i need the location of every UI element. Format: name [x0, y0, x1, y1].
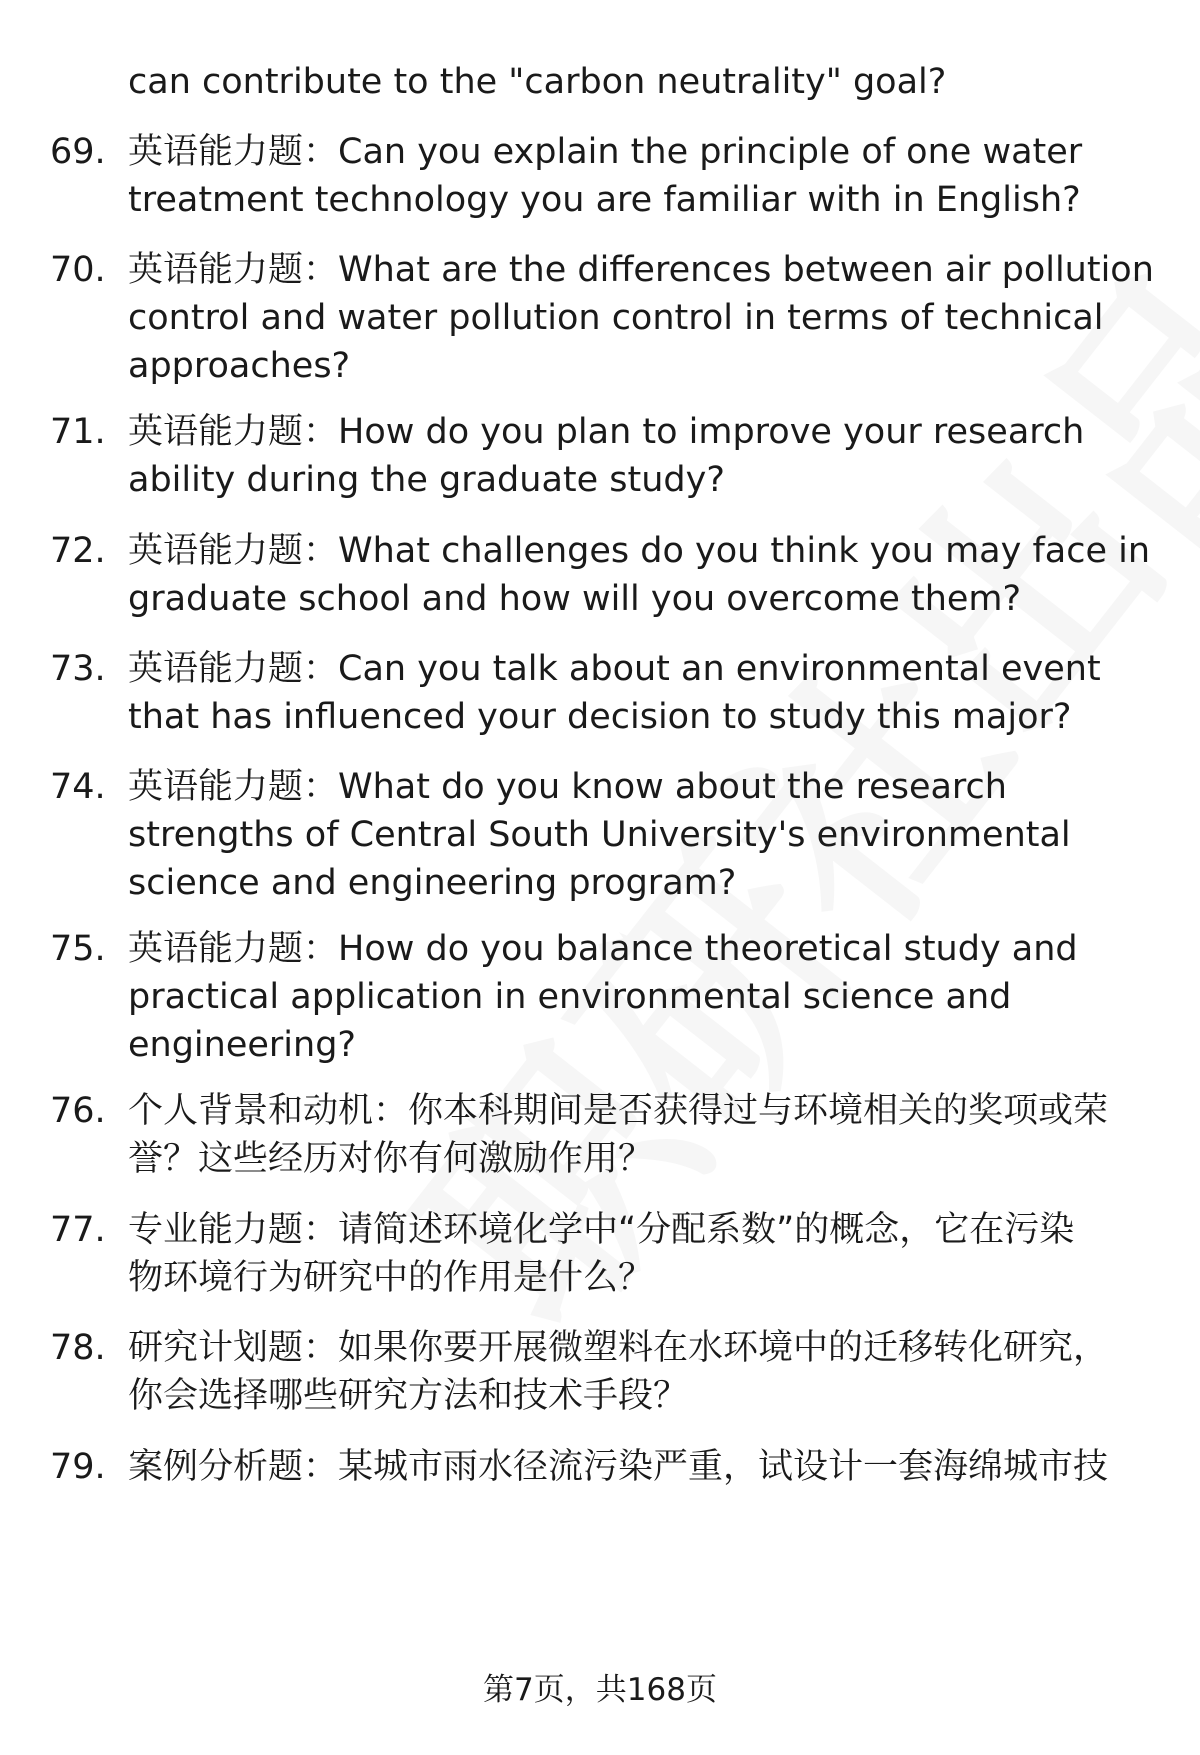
question-text [128, 408, 1158, 504]
question-line: 研究计划题：如果你要开展微塑料在水环境中的迁移转化研究， [128, 1328, 1109, 1368]
question-line: 誉？这些经历对你有何激励作用？ [128, 1139, 654, 1179]
question-number: 75. [50, 929, 106, 969]
question-text [128, 763, 1158, 907]
question-number: 74. [50, 767, 106, 807]
question-line: 个人背景和动机：你本科期间是否获得过与环境相关的奖项或荣 [128, 1091, 1109, 1131]
question-text [128, 645, 1158, 741]
question-text [128, 1324, 1158, 1420]
question-text [128, 1206, 1158, 1302]
question-line: engineering? [128, 1025, 356, 1065]
question-text [128, 925, 1158, 1069]
question-line: 英语能力题：What are the differences between air pollution [128, 250, 1154, 290]
question-number: 70. [50, 250, 106, 290]
question-line: treatment technology you are familiar with in English? [128, 180, 1081, 220]
question-text [128, 1087, 1158, 1183]
question-line: 英语能力题：Can you talk about an environmental event [128, 649, 1101, 689]
question-text [128, 128, 1158, 224]
question-line: 英语能力题：What challenges do you think you may face in [128, 531, 1151, 571]
question-line: control and water pollution control in terms of technical [128, 298, 1104, 338]
question-number: 73. [50, 649, 106, 689]
question-line: practical application in environmental science and [128, 977, 1012, 1017]
question-line: 英语能力题：Can you explain the principle of one water [128, 132, 1083, 172]
question-text [128, 246, 1158, 390]
question-text [128, 527, 1158, 623]
question-number: 77. [50, 1210, 106, 1250]
question-line: strengths of Central South University's environmental [128, 815, 1071, 855]
question-number: 69. [50, 132, 106, 172]
question-line: ability during the graduate study? [128, 460, 725, 500]
question-line: 英语能力题：How do you balance theoretical study and [128, 929, 1078, 969]
question-line: 英语能力题：What do you know about the research [128, 767, 1007, 807]
question-number: 71. [50, 412, 106, 452]
question-number: 72. [50, 531, 106, 571]
question-line: approaches? [128, 346, 351, 386]
question-number: 78. [50, 1328, 106, 1368]
question-number: 76. [50, 1091, 106, 1131]
question-line: science and engineering program? [128, 863, 737, 903]
question-line: that has influenced your decision to study this major? [128, 697, 1072, 737]
question-line: graduate school and how will you overcome them? [128, 579, 1022, 619]
question-line: 案例分析题：某城市雨水径流污染严重，试设计一套海绵城市技 [128, 1447, 1109, 1487]
question-line: 物环境行为研究中的作用是什么？ [128, 1258, 654, 1298]
question-line: 英语能力题：How do you plan to improve your research [128, 412, 1085, 452]
question-line: 专业能力题：请简述环境化学中“分配系数”的概念，它在污染 [128, 1210, 1075, 1250]
continuation-line: can contribute to the "carbon neutrality" goal? [128, 62, 947, 102]
question-line: 你会选择哪些研究方法和技术手段？ [128, 1376, 689, 1416]
question-text [128, 1443, 1158, 1491]
question-number: 79. [50, 1447, 106, 1487]
page-footer: 第7页，共168页 [483, 1672, 717, 1708]
